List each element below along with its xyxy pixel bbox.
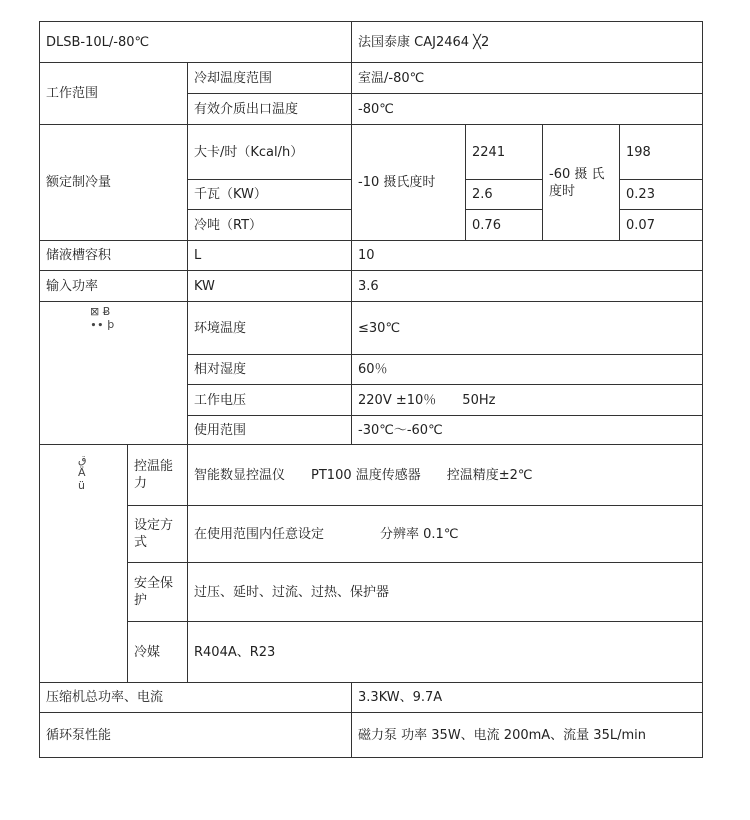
humidity-value: 60％: [352, 355, 703, 385]
setting-label: 设定方式: [128, 506, 188, 563]
cond1-kcal: 2241: [466, 125, 543, 180]
tank-unit: L: [188, 241, 352, 271]
setting-value: 在使用范围内任意设定: [194, 526, 325, 542]
control-label-cell: [40, 445, 128, 683]
table-row: [40, 506, 703, 563]
table-row: [40, 622, 703, 683]
table-row: [40, 241, 703, 271]
power-value: 3.6: [352, 271, 703, 302]
voltage-value: 220V ±10％: [358, 392, 437, 408]
cond2-label: -60 摄 氏度时: [543, 125, 620, 241]
tank-value: 10: [352, 241, 703, 271]
table-row: [40, 271, 703, 302]
table-row: [40, 302, 703, 355]
model-cell: DLSB-10L/-80℃: [40, 22, 352, 63]
cond1-label: -10 摄氏度时: [352, 125, 466, 241]
table-row: [40, 125, 703, 180]
compressor-power-label: 压缩机总功率、电流: [40, 683, 352, 713]
temp-control-cell: [188, 445, 703, 506]
cond2-kw: 0.23: [620, 180, 703, 210]
rated-cooling-label: 额定制冷量: [40, 125, 188, 241]
voltage-label: 工作电压: [188, 385, 352, 416]
cooling-temp-value: 室温/-80℃: [352, 63, 703, 94]
control-glyph-2: Ä: [78, 466, 86, 479]
temp-control-precision: 控温精度±2℃: [446, 467, 533, 483]
working-range-label: 工作范围: [40, 63, 188, 125]
refrigerant-label: 冷媒: [128, 622, 188, 683]
unit-rt: 冷吨（RT）: [188, 210, 352, 241]
cooling-temp-label: 冷却温度范围: [188, 63, 352, 94]
cond1-rt: 0.76: [466, 210, 543, 241]
cond2-rt: 0.07: [620, 210, 703, 241]
table-row: [40, 63, 703, 94]
unit-kcal: 大卡/时（Kcal/h）: [188, 125, 352, 180]
power-label: 输入功率: [40, 271, 188, 302]
environment-glyph-1: ⊠ Ƀ: [90, 305, 111, 318]
table-row: [40, 445, 703, 506]
table-row: [40, 683, 703, 713]
ambient-label: 环境温度: [188, 302, 352, 355]
humidity-label: 相对湿度: [188, 355, 352, 385]
table-row: [40, 22, 703, 63]
tank-label: 储液槽容积: [40, 241, 188, 271]
spec-table: [39, 21, 703, 758]
range-label: 使用范围: [188, 416, 352, 445]
outlet-temp-value: -80℃: [352, 94, 703, 125]
range-value: -30℃～-60℃: [352, 416, 703, 445]
safety-value: 过压、延时、过流、过热、保护器: [188, 563, 703, 622]
setting-resolution: 分辨率 0.1℃: [380, 526, 459, 542]
control-glyph-1: ق: [78, 453, 87, 466]
pump-label: 循环泵性能: [40, 713, 352, 758]
compressor-cell: 法国泰康 CAJ2464 ╳2: [352, 22, 703, 63]
safety-label: 安全保护: [128, 563, 188, 622]
temp-control-instrument: 智能数显控温仪: [194, 467, 286, 483]
outlet-temp-label: 有效介质出口温度: [188, 94, 352, 125]
environment-glyph-2: ∙∙ þ: [90, 318, 115, 331]
unit-kw: 千瓦（KW）: [188, 180, 352, 210]
table-row: [40, 713, 703, 758]
temp-control-sensor: PT100 温度传感器: [311, 467, 421, 483]
cond1-kw: 2.6: [466, 180, 543, 210]
frequency-value: 50Hz: [462, 392, 496, 408]
compressor-power-value: 3.3KW、9.7A: [352, 683, 703, 713]
refrigerant-value: R404A、R23: [188, 622, 703, 683]
cond2-kcal: 198: [620, 125, 703, 180]
ambient-value: ≤30℃: [352, 302, 703, 355]
power-unit: KW: [188, 271, 352, 302]
setting-cell: [188, 506, 703, 563]
voltage-cell: [352, 385, 703, 416]
pump-value: 磁力泵 功率 35W、电流 200mA、流量 35L/min: [352, 713, 703, 758]
table-row: [40, 563, 703, 622]
environment-label-cell: [40, 302, 188, 445]
temp-control-label: 控温能力: [128, 445, 188, 506]
control-glyph-3: ü: [78, 479, 85, 492]
